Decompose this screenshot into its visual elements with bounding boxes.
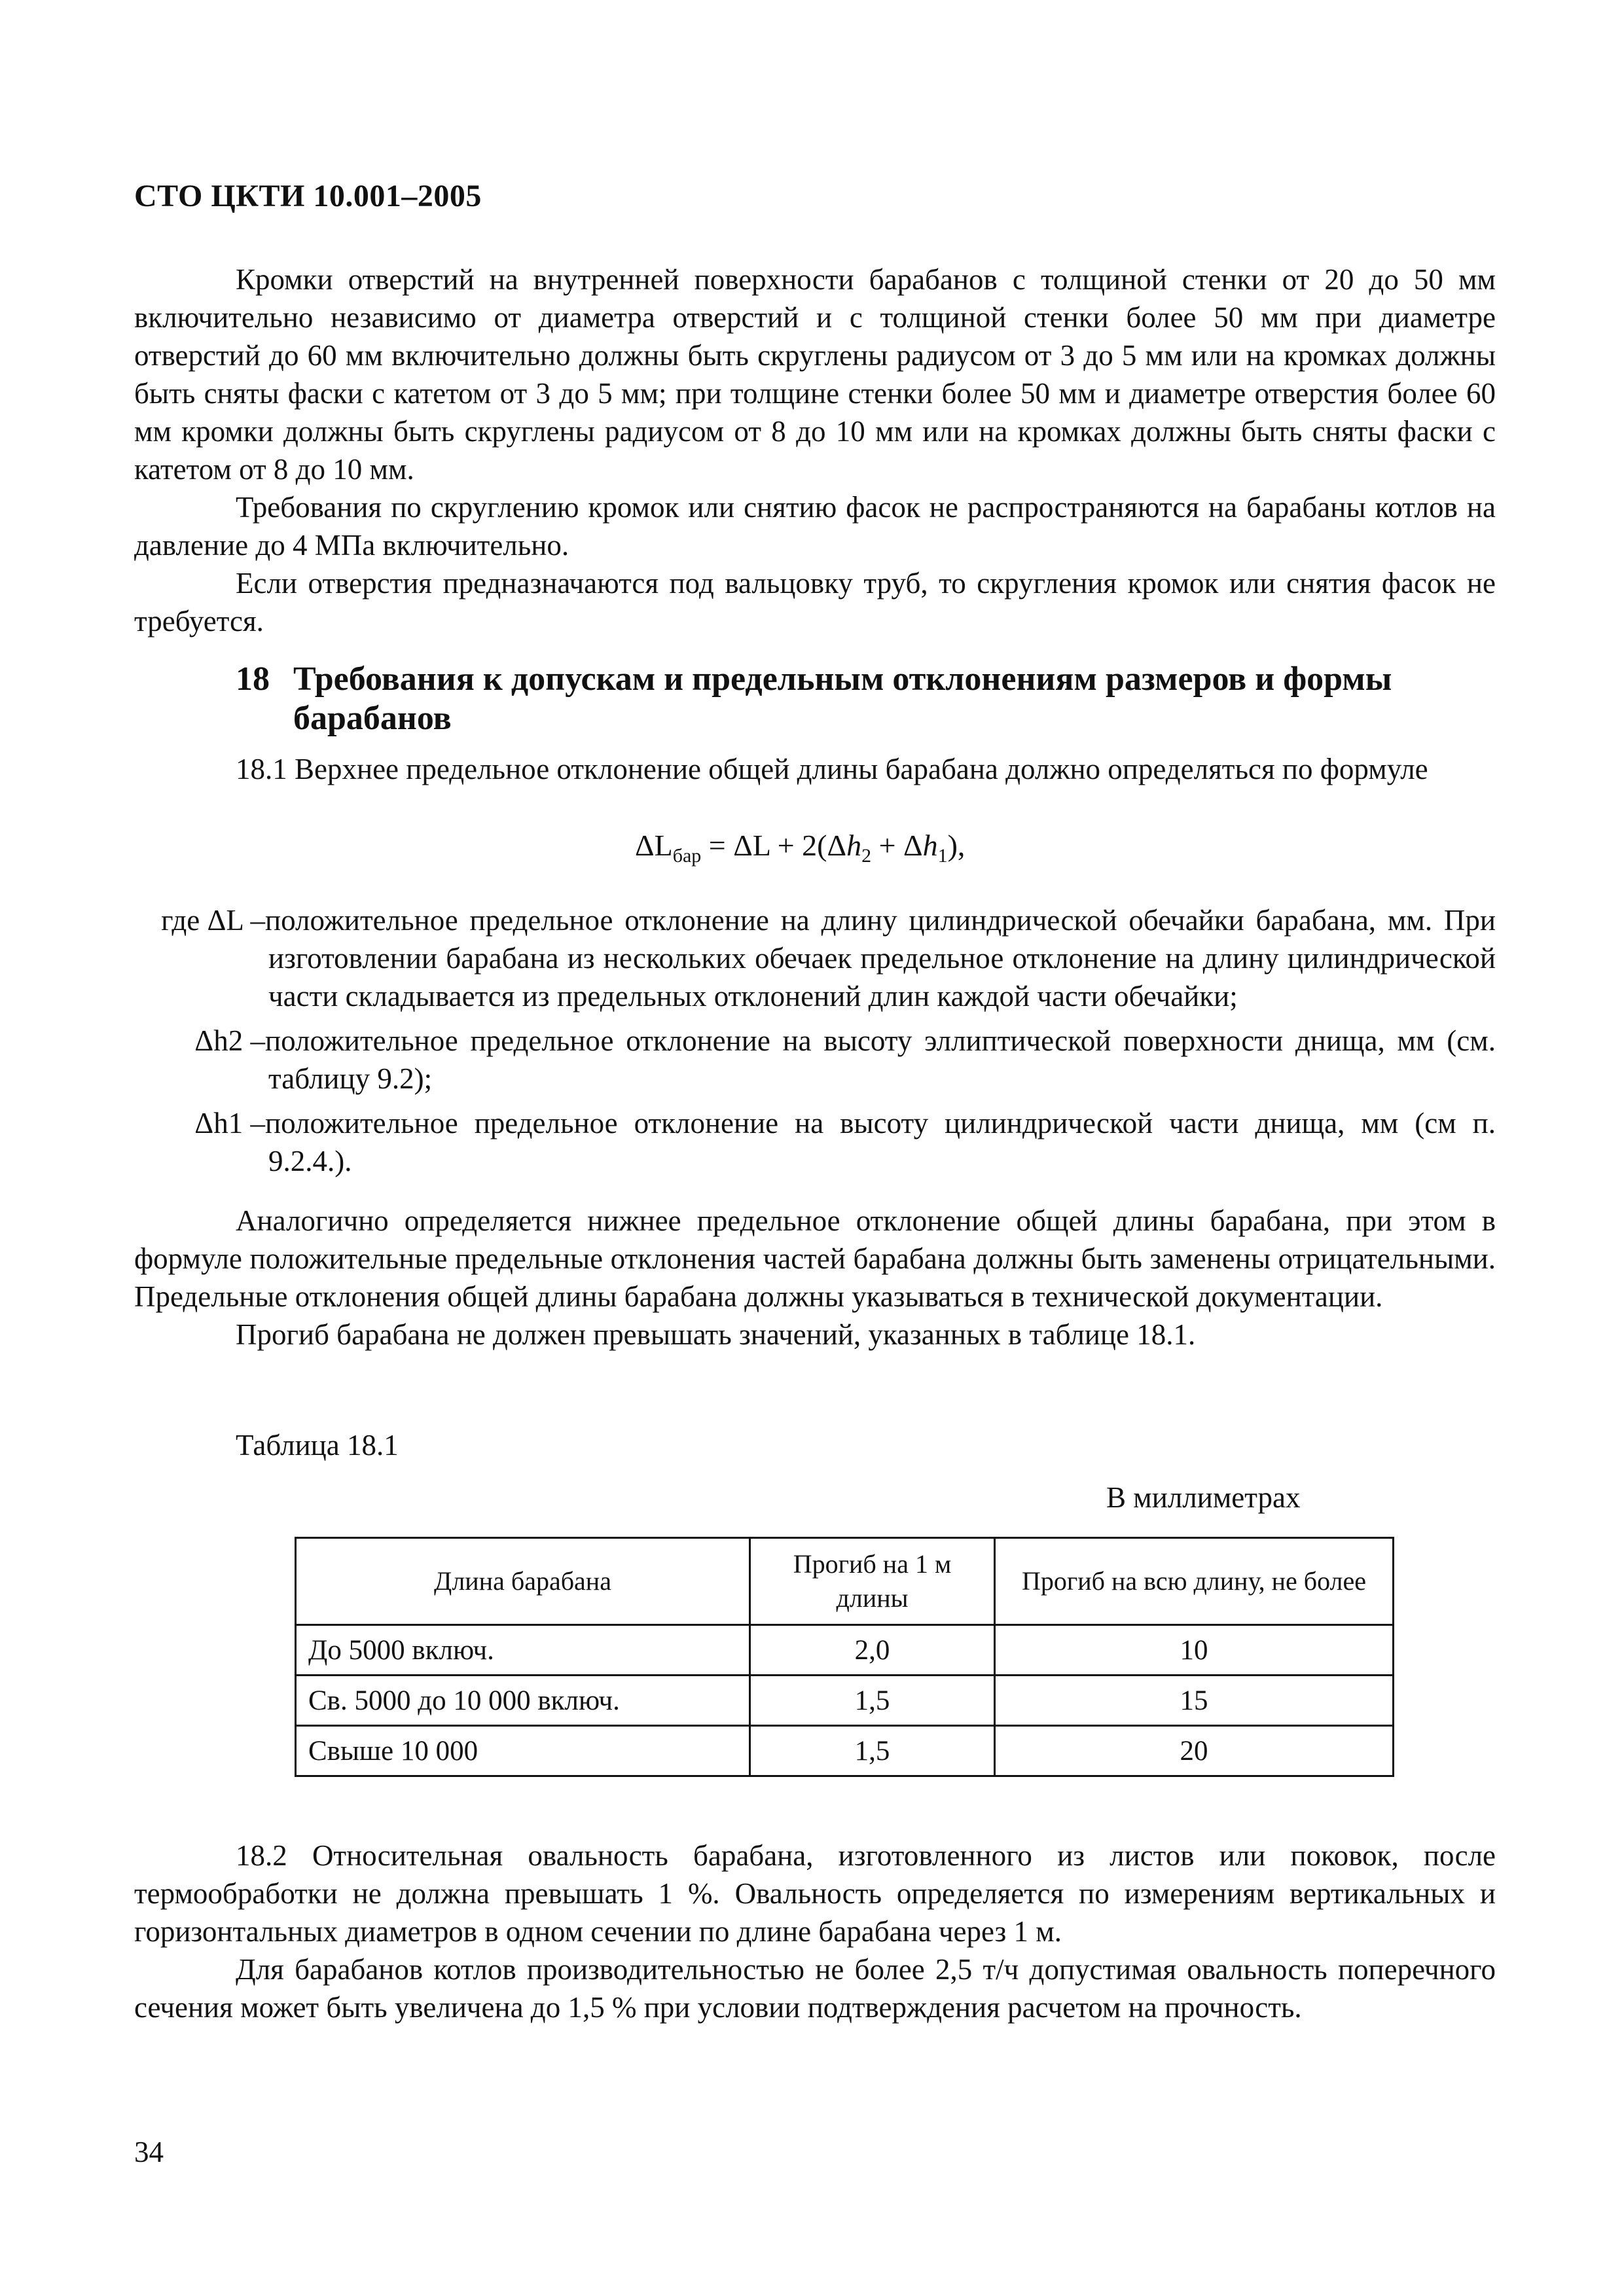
definition-text: положительное предельное отклонение на длину цилиндрической обечайки барабана, мм. При изготовлении барабана из нескольких обечаек предельное отклонение на длину цилиндрической части складывается из предельных отклонений длин каждой части обечайки; [265,904,1496,1013]
table-cell: 20 [995,1726,1394,1776]
section-number: 18 [236,660,270,698]
formula-lhs-sub: бар [672,845,702,867]
definition-text: положительное предельное отклонение на высоту цилиндрической части днища, мм (см п. 9.2.4.). [265,1107,1496,1177]
table-cell: 1,5 [750,1676,995,1726]
definition-delta-h1 [134,1104,1496,1180]
paragraph-ovality: Для барабанов котлов производительностью не более 2,5 т/ч допустимая овальность поперечного сечения может быть увеличена до 1,5 % при условии подтверждения расчетом на прочность. [134,1953,1496,2024]
formula-term-1: ΔL [733,829,770,862]
table-cell: Св. 5000 до 10 000 включ. [296,1676,750,1726]
table-cell: Свыше 10 000 [296,1726,750,1776]
definition-delta-l [134,901,1496,1015]
clause-18-2: 18.2 Относительная овальность барабана, изготовленного из листов или поковок, после термообработки не должна превышать 1 %. Овальность определяется по измерениям вертикальных и горизонтальных диаметров в одном сечении по длине барабана через 1 м. [134,1839,1496,1948]
formula-h2: h [846,829,862,862]
paragraph-exemption: Требования по скруглению кромок или снятию фасок не распространяются на барабаны котлов на давление до 4 МПа включительно. [134,491,1496,562]
clause-18-1-block [134,750,1496,788]
page-number: 34 [134,2136,164,2168]
paragraph-edges: Кромки отверстий на внутренней поверхности барабанов с толщиной стенки от 20 до 50 мм включительно независимо от диаметра отверстий и с толщиной стенки более 50 мм при диаметре отверстий до 60 мм включительно должны быть скруглены радиусом от 3 до 5 мм или на кромках должны быть сняты фаски с катетом от 3 до 5 мм; при толщине стенки более 50 мм и диаметре отверстия более 60 мм кромки должны быть скруглены радиусом от 8 до 10 мм или на кромках должны быть сняты фаски с катетом от 8 до 10 мм. [134,263,1496,486]
definition-term: где ΔL – [161,904,265,937]
clause-18-1: 18.1 Верхнее предельное отклонение общей длины барабана должно определяться по формуле [236,753,1428,785]
definition-text: положительное предельное отклонение на высоту эллиптической поверхности днища, мм (см. таблицу 9.2); [265,1024,1496,1095]
table-cell: 1,5 [750,1726,995,1776]
formula [635,828,965,867]
section-heading [236,660,1499,738]
table-units: В миллиметрах [1106,1481,1301,1514]
table-header-cell: Прогиб на всю длину, не более [995,1538,1394,1625]
table-cell: 15 [995,1676,1394,1726]
table-caption: Таблица 18.1 [236,1429,399,1462]
formula-eq: = [701,829,734,862]
table-cell: 10 [995,1625,1394,1676]
formula-end: ), [947,829,965,862]
formula-h2-sub: 2 [861,845,872,867]
formula-plus-1: + 2(Δ [770,829,847,862]
table-cell: 2,0 [750,1625,995,1676]
bottom-text-block [134,1837,1496,2026]
formula-h1: h [922,829,938,862]
table-cell: До 5000 включ. [296,1625,750,1676]
paragraph-deflection: Прогиб барабана не должен превышать значений, указанных в таблице 18.1. [236,1318,1196,1351]
table-header-cell: Прогиб на 1 м длины [750,1538,995,1625]
paragraph-lower-deviation: Аналогично определяется нижнее предельное отклонение общей длины барабана, при этом в формуле положительные предельные отклонения частей барабана должны быть заменены отрицательными. Предельные отклонения общей длины барабана должны указываться в технической документации. [134,1204,1496,1313]
document-header: СТО ЦКТИ 10.001–2005 [134,179,482,213]
table-row [296,1726,1394,1776]
section-title: Требования к допускам и предельным отклонениям размеров и формы барабанов [293,660,1392,737]
table-header-row [296,1538,1394,1625]
definition-term: Δh1 – [194,1107,265,1139]
formula-lhs: ΔL [635,829,673,862]
definition-term: Δh2 – [194,1024,265,1057]
top-text-block [134,260,1496,640]
table-row [296,1625,1394,1676]
definition-delta-h2 [134,1022,1496,1098]
formula-plus-2: + Δ [871,829,923,862]
mid-text-block [134,1202,1496,1354]
paragraph-rolling: Если отверстия предназначаются под вальцовку труб, то скругления кромок или снятия фасок не требуется. [134,567,1496,637]
table-row [296,1676,1394,1726]
definitions-list [134,901,1496,1187]
formula-h1-sub: 1 [937,845,948,867]
deflection-table [295,1537,1394,1777]
table-header-cell: Длина барабана [296,1538,750,1625]
